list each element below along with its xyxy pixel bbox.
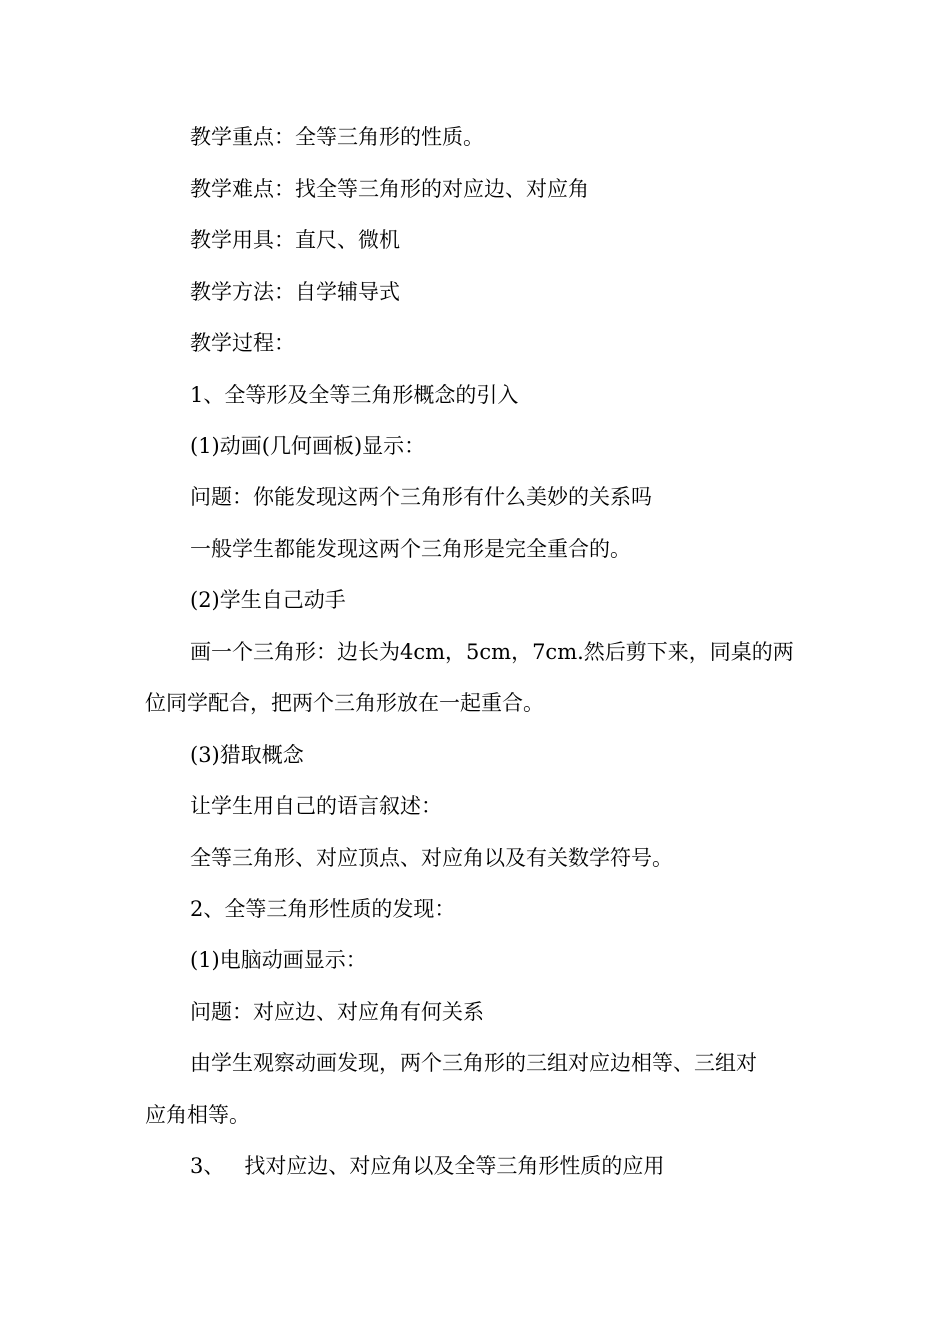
teaching-focus: 教学重点：全等三角形的性质。 <box>190 125 484 149</box>
question-2: 问题：对应边、对应角有何关系 <box>190 1000 484 1024</box>
step-1-1: (1)动画(几何画板)显示： <box>190 434 426 458</box>
teaching-method: 教学方法：自学辅导式 <box>190 280 400 304</box>
section-1-heading: 1、全等形及全等三角形概念的引入 <box>190 383 519 407</box>
question-1: 问题：你能发现这两个三角形有什么美妙的关系吗 <box>190 485 652 509</box>
student-narration: 让学生用自己的语言叙述： <box>190 794 442 818</box>
concept-list: 全等三角形、对应顶点、对应角以及有关数学符号。 <box>190 846 673 870</box>
teaching-process-heading: 教学过程： <box>190 331 295 355</box>
section-2-heading: 2、全等三角形性质的发现： <box>190 897 456 921</box>
activity-paragraph-line-2: 位同学配合，把两个三角形放在一起重合。 <box>145 691 544 715</box>
step-1-2: (2)学生自己动手 <box>190 588 346 612</box>
teaching-tools: 教学用具：直尺、微机 <box>190 228 400 252</box>
observation-paragraph-line-1: 由学生观察动画发现，两个三角形的三组对应边相等、三组对 <box>190 1051 757 1075</box>
teaching-difficulty: 教学难点：找全等三角形的对应边、对应角 <box>190 177 589 201</box>
activity-paragraph-line-1: 画一个三角形：边长为4cm，5cm，7cm.然后剪下来，同桌的两 <box>190 640 794 664</box>
step-1-3: (3)猎取概念 <box>190 743 304 767</box>
observation-paragraph-line-2: 应角相等。 <box>145 1103 250 1127</box>
student-observation-1: 一般学生都能发现这两个三角形是完全重合的。 <box>190 537 631 561</box>
step-2-1: (1)电脑动画显示： <box>190 948 367 972</box>
section-3-heading: 3、 找对应边、对应角以及全等三角形性质的应用 <box>190 1154 665 1178</box>
